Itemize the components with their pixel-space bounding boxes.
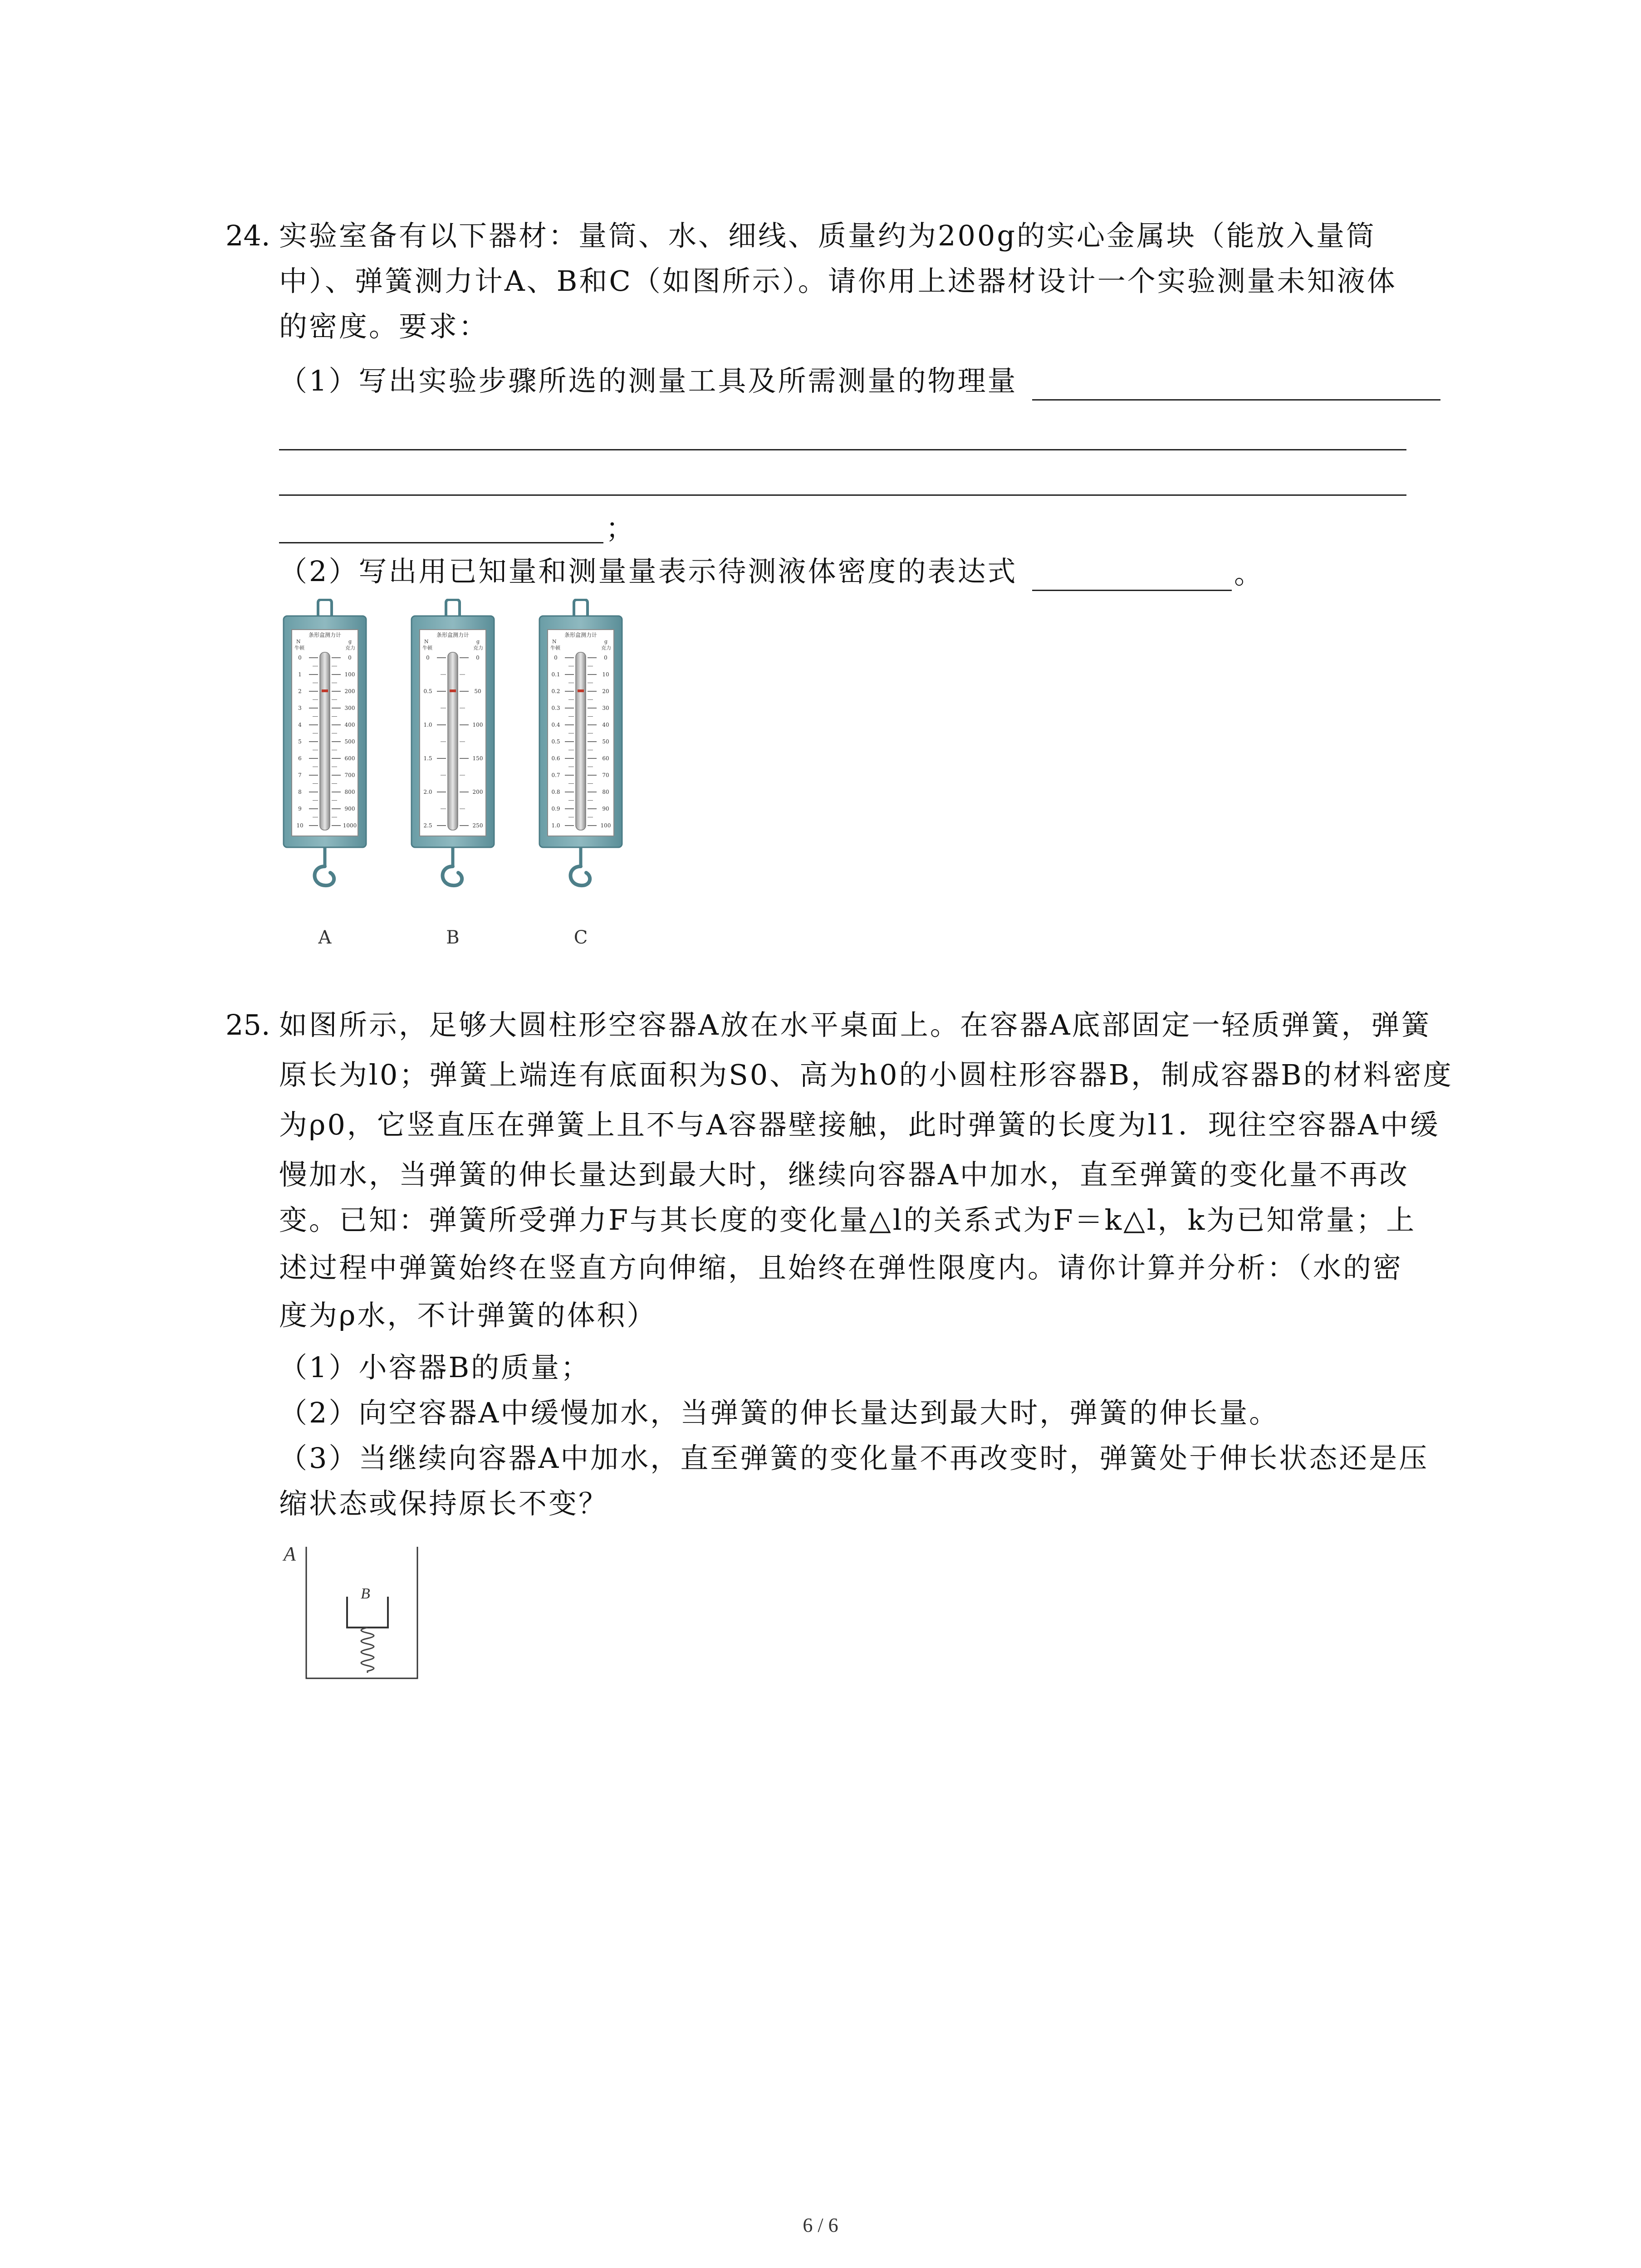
q24-line3: 的密度。要求： xyxy=(279,310,489,343)
tick-label-left: 2.5 xyxy=(423,822,432,829)
hook xyxy=(443,866,462,885)
hanging-ring xyxy=(574,600,588,618)
tick-label-left: 9 xyxy=(298,806,302,812)
q24-part2-end: 。 xyxy=(1234,557,1264,590)
q25-sub3a: （3）当继续向容器A中加水，直至弹簧的变化量不再改变时，弹簧处于伸长状态还是压 xyxy=(279,1442,1429,1475)
tick-label-right: 10 xyxy=(602,671,609,678)
spring-scale-b xyxy=(411,600,494,948)
tick-label-left: 0 xyxy=(298,655,302,661)
tick-label-left: 4 xyxy=(298,722,302,728)
tick-label-right: 90 xyxy=(602,806,609,812)
q24-number: 24. xyxy=(225,219,270,252)
tick-label-right: 200 xyxy=(472,789,483,795)
scale-tube xyxy=(576,652,586,830)
tick-label-left: 10 xyxy=(296,822,304,829)
sub-right: 克力 xyxy=(601,645,611,651)
unit-left: N xyxy=(296,639,301,645)
spring-scale-c xyxy=(539,600,622,948)
pointer-indicator xyxy=(578,689,584,692)
tick-label-left: 0.7 xyxy=(551,772,560,778)
q25-line1: 如图所示，足够大圆柱形空容器A放在水平桌面上。在容器A底部固定一轻质弹簧，弹簧 xyxy=(279,1008,1431,1041)
scale-title: 条形盒测力计 xyxy=(436,632,470,638)
tick-label-left: 1.5 xyxy=(423,755,432,762)
tick-label-left: 1.0 xyxy=(551,822,560,829)
tick-label-right: 0 xyxy=(476,655,480,661)
hanging-ring xyxy=(446,600,460,618)
container-b-label: B xyxy=(361,1585,370,1602)
tick-label-right: 250 xyxy=(472,822,483,829)
tick-label-left: 0.5 xyxy=(423,688,432,694)
scale-tube xyxy=(448,652,458,830)
hook xyxy=(315,866,334,885)
tick-label-right: 1000 xyxy=(343,822,357,829)
tick-label-right: 100 xyxy=(344,671,355,678)
tick-label-left: 0 xyxy=(426,655,430,661)
sub-right: 克力 xyxy=(345,645,355,651)
tick-label-left: 1.0 xyxy=(423,722,432,728)
tick-label-left: 0.3 xyxy=(551,705,560,711)
pointer-indicator xyxy=(450,689,456,692)
q25-line2: 原长为l0；弹簧上端连有底面积为S0、高为h0的小圆柱形容器B，制成容器B的材料密度 xyxy=(279,1058,1453,1091)
unit-right: g xyxy=(348,639,352,645)
tick-label-right: 100 xyxy=(472,722,483,728)
tick-label-right: 30 xyxy=(602,705,609,711)
sub-left: 牛顿 xyxy=(294,645,304,651)
tick-label-right: 400 xyxy=(344,722,355,728)
tick-label-left: 0.9 xyxy=(551,806,560,812)
unit-right: g xyxy=(476,639,480,645)
hook xyxy=(571,866,590,885)
tick-label-right: 500 xyxy=(344,738,355,745)
sub-left: 牛顿 xyxy=(550,645,560,651)
scale-label: C xyxy=(573,927,588,948)
q25-line6: 述过程中弹簧始终在竖直方向伸缩，且始终在弹性限度内。请你计算并分析：（水的密 xyxy=(279,1251,1403,1284)
q24-line2: 中）、弹簧测力计A、B和C（如图所示）。请你用上述器材设计一个实验测量未知液体 xyxy=(279,264,1397,298)
q24-part1: （1）写出实验步骤所选的测量工具及所需测量的物理量 xyxy=(279,364,1018,397)
tick-label-right: 0 xyxy=(348,655,352,661)
tick-label-left: 3 xyxy=(298,705,302,711)
tick-label-left: 0.4 xyxy=(551,722,560,728)
q25-number: 25. xyxy=(225,1008,270,1041)
tick-label-left: 2 xyxy=(298,688,302,694)
tick-label-left: 5 xyxy=(298,738,302,745)
scale-title: 条形盒测力计 xyxy=(564,632,598,638)
tick-label-right: 70 xyxy=(602,772,609,778)
container-a-label: A xyxy=(284,1543,296,1565)
tick-label-left: 8 xyxy=(298,789,302,795)
q25-sub3b: 缩状态或保持原长不变？ xyxy=(279,1487,609,1520)
tick-label-right: 600 xyxy=(344,755,355,762)
tick-label-left: 0 xyxy=(554,655,558,661)
tick-label-right: 40 xyxy=(602,722,609,728)
unit-left: N xyxy=(424,639,429,645)
q25-sub1: （1）小容器B的质量； xyxy=(279,1351,591,1384)
tick-label-left: 0.1 xyxy=(551,671,560,678)
tick-label-right: 100 xyxy=(600,822,611,829)
tick-label-left: 6 xyxy=(298,755,302,762)
scale-title: 条形盒测力计 xyxy=(308,632,342,638)
tick-label-right: 300 xyxy=(344,705,355,711)
q25-line4: 慢加水，当弹簧的伸长量达到最大时，继续向容器A中加水，直至弹簧的变化量不再改 xyxy=(279,1158,1409,1191)
tick-label-right: 50 xyxy=(602,738,609,745)
answer-line xyxy=(279,449,1406,450)
scale-label: A xyxy=(318,927,332,948)
answer-line xyxy=(1032,590,1232,591)
sub-left: 牛顿 xyxy=(422,645,432,651)
tick-label-left: 0.5 xyxy=(551,738,560,745)
spring-scale-a xyxy=(284,600,366,948)
unit-right: g xyxy=(604,639,607,645)
tick-label-left: 0.6 xyxy=(551,755,560,762)
answer-line xyxy=(279,542,603,543)
tick-label-right: 200 xyxy=(344,688,355,694)
scale-tube xyxy=(320,652,330,830)
q24-part2: （2）写出用已知量和测量量表示待测液体密度的表达式 xyxy=(279,555,1018,588)
hanging-ring xyxy=(318,600,332,618)
tick-label-right: 80 xyxy=(602,789,609,795)
tick-label-right: 700 xyxy=(344,772,355,778)
q25-sub2: （2）向空容器A中缓慢加水，当弹簧的伸长量达到最大时，弹簧的伸长量。 xyxy=(279,1396,1279,1429)
scale-label: B xyxy=(446,927,460,948)
tick-label-right: 20 xyxy=(602,688,609,694)
container-figure xyxy=(295,1542,426,1687)
q25-line5: 变。已知：弹簧所受弹力F与其长度的变化量△l的关系式为F＝k△l，k为已知常量；上 xyxy=(279,1203,1416,1237)
q24-part1-end: ； xyxy=(606,512,636,545)
q24-line1: 实验室备有以下器材：量筒、水、细线、质量约为200g的实心金属块（能放入量筒 xyxy=(279,219,1376,252)
q25-line7: 度为ρ水，不计弹簧的体积） xyxy=(279,1299,657,1332)
tick-label-right: 900 xyxy=(344,806,355,812)
tick-label-right: 800 xyxy=(344,789,355,795)
sub-right: 克力 xyxy=(473,645,483,651)
tick-label-left: 7 xyxy=(298,772,302,778)
tick-label-right: 60 xyxy=(602,755,609,762)
q25-line3: 为ρ0，它竖直压在弹簧上且不与A容器壁接触，此时弹簧的长度为l1．现往空容器A中缓 xyxy=(279,1108,1440,1141)
answer-line xyxy=(1032,399,1440,401)
pointer-indicator xyxy=(322,689,328,692)
tick-label-right: 150 xyxy=(472,755,483,762)
spring-scales-figure xyxy=(272,599,644,962)
tick-label-right: 0 xyxy=(604,655,607,661)
answer-line xyxy=(279,494,1406,496)
tick-label-left: 0.8 xyxy=(551,789,560,795)
tick-label-left: 0.2 xyxy=(551,688,560,694)
tick-label-left: 1 xyxy=(298,671,302,678)
page-number: 6 / 6 xyxy=(803,2214,838,2236)
tick-label-left: 2.0 xyxy=(423,789,432,795)
unit-left: N xyxy=(552,639,557,645)
tick-label-right: 50 xyxy=(474,688,481,694)
